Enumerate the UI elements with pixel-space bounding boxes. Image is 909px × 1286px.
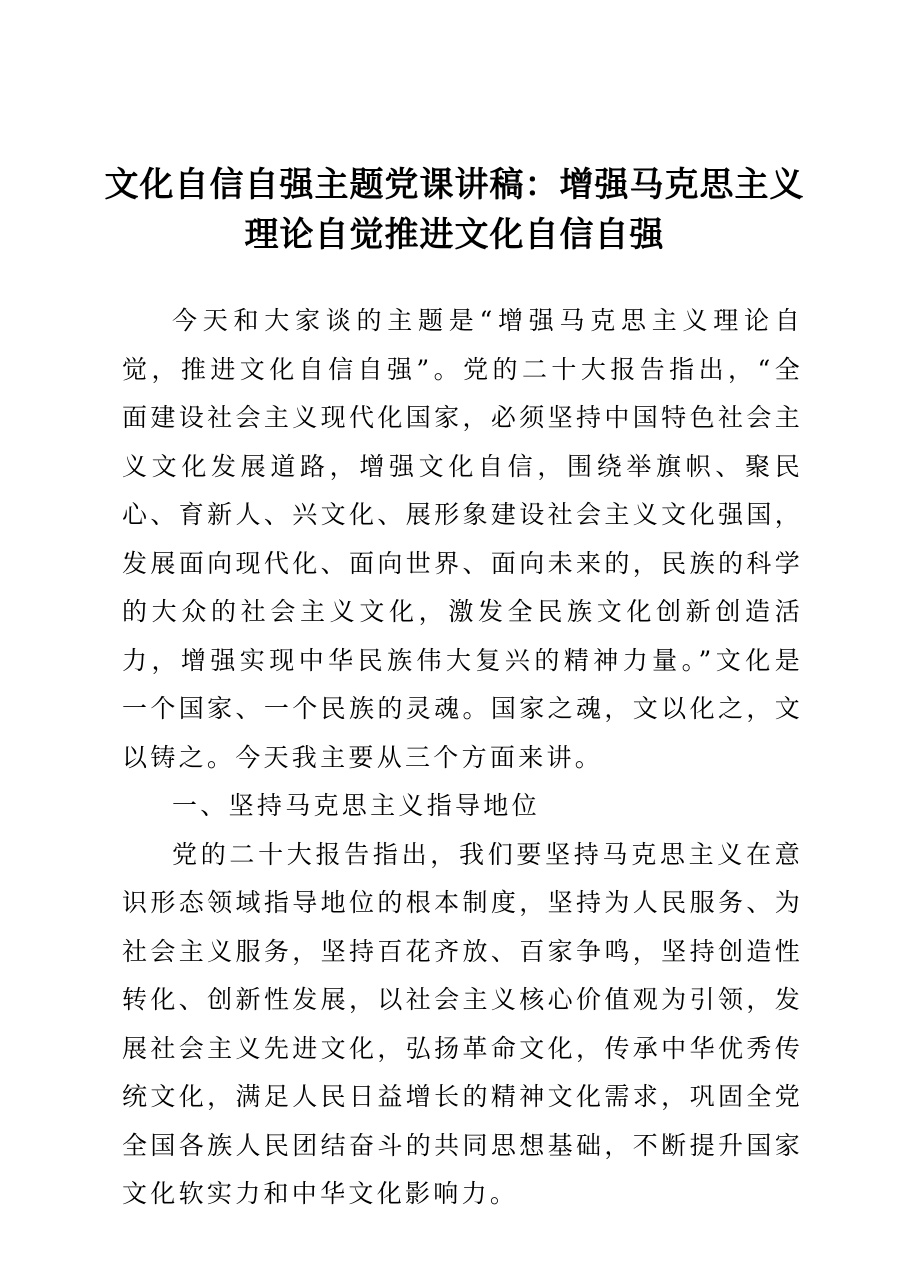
intro-paragraph: 今天和大家谈的主题是“增强马克思主义理论自觉，推进文化自信自强”。党的二十大报告指出，“全面建设社会主义现代化国家，必须坚持中国特色社会主义文化发展道路，增强文化自信，围绕举旗帜、聚民心、育新人、兴文化、展形象建设社会主义文化强国，发展面向现代化、面向世界、面向未来的，民族的科学的大众的社会主义文化，激发全民族文化创新创造活力，增强实现中华民族伟大复兴的精神力量。”文化是一个国家、一个民族的灵魂。国家之魂，文以化之，文以铸之。今天我主要从三个方面来讲。 — [122, 306, 803, 772]
document-body — [122, 297, 803, 1219]
title-line-1: 文化自信自强主题党课讲稿：增强马克思主义 — [104, 165, 805, 205]
document-title — [100, 160, 809, 260]
section-1-paragraph: 党的二十大报告指出，我们要坚持马克思主义在意识形态领域指导地位的根本制度，坚持为人民服务、为社会主义服务，坚持百花齐放、百家争鸣，坚持创造性转化、创新性发展，以社会主义核心价值观为引领，发展社会主义先进文化，弘扬革命文化，传承中华优秀传统文化，满足人民日益增长的精神文化需求，巩固全党全国各族人民团结奋斗的共同思想基础，不断提升国家文化软实力和中华文化影响力。 — [122, 839, 803, 1208]
title-line-2: 理论自觉推进文化自信自强 — [244, 215, 665, 255]
section-heading-1: 一、坚持马克思主义指导地位 — [172, 791, 540, 820]
